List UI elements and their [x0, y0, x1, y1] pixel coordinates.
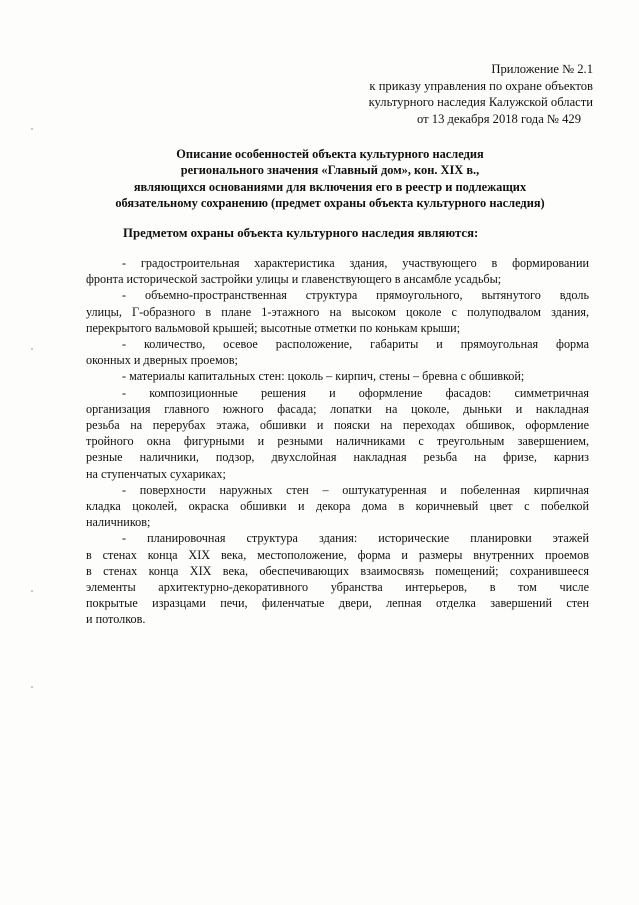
- document-title: [60, 146, 600, 212]
- appendix-number: Приложение № 2.1: [491, 62, 593, 76]
- body-line: фронта исторической застройки улицы и главенствующего в ансамбле усадьбы;: [86, 272, 502, 287]
- body-line: кладка цоколей, окраска обшивки и декора дома в коричневый цвет с побелкой: [86, 499, 589, 514]
- body-line: - композиционные решения и оформление фасадов: симметричная: [122, 385, 589, 400]
- title-line: являющихся основаниями для включения его в реестр и подлежащих: [133, 179, 527, 194]
- body-line: организация главного южного фасада; лопатки на цоколе, дыньки и накладная: [86, 401, 589, 416]
- body-line: на ступенчатых сухариках;: [86, 466, 226, 481]
- document-body: [86, 255, 589, 628]
- body-line: - объемно-пространственная структура прямоугольного, вытянутого вдоль: [122, 288, 589, 303]
- title-line: обязательному сохранению (предмет охраны объекта культурного наследия): [115, 196, 545, 211]
- appendix-order-ref: к приказу управления по охране объектов: [369, 78, 593, 93]
- appendix-date: от 13 декабря 2018 года № 429: [416, 111, 581, 126]
- body-line: наличников;: [86, 515, 151, 530]
- section-heading: Предметом охраны объекта культурного наследия являются:: [123, 226, 479, 240]
- scan-speck: [31, 686, 33, 688]
- scan-speck: [31, 128, 33, 130]
- body-line: - поверхности наружных стен – оштукатуренная и побеленная кирпичная: [122, 482, 589, 497]
- title-line: Описание особенностей объекта культурного наследия: [176, 147, 484, 161]
- body-line: в стенах конца XIX века, местоположение, форма и размеры внутренних проемов: [86, 547, 589, 562]
- body-line: - материалы капитальных стен: цоколь – кирпич, стены – бревна с обшивкой;: [122, 369, 525, 384]
- body-line: - количество, осевое расположение, габариты и прямоугольная форма: [122, 337, 589, 352]
- body-line: элементы архитектурно-декоративного убранства интерьеров, в том числе: [86, 580, 589, 595]
- body-line: - градостроительная характеристика здания, участвующего в формировании: [122, 256, 589, 270]
- body-line: перекрытого вальмовой крышей; высотные отметки по конькам крыши;: [86, 320, 461, 335]
- body-line: - планировочная структура здания: исторические планировки этажей: [122, 531, 589, 546]
- appendix-authority: культурного наследия Калужской области: [368, 95, 593, 110]
- body-line: тройного окна фигурными и резными наличниками с треугольным завершением,: [86, 434, 589, 449]
- body-line: резьба на перерубах этажа, обшивки и пояски на переходах обшивок, оформление: [86, 418, 589, 433]
- body-line: и потолков.: [86, 612, 146, 627]
- body-line: покрытые изразцами печи, филенчатые двери, лепная отделка завершений стен: [86, 596, 589, 611]
- scan-speck: [31, 590, 33, 592]
- title-line: регионального значения «Главный дом», кон. XIX в.,: [180, 163, 480, 178]
- body-line: улицы, Г-образного в плане 1-этажного на высоком цоколе с полуподвалом здания,: [86, 304, 589, 319]
- scan-speck: [31, 348, 33, 350]
- body-line: оконных и дверных проемов;: [86, 353, 238, 368]
- body-line: резные наличники, подзор, двухслойная накладная резьба на фризе, карниз: [86, 450, 589, 465]
- body-line: в стенах конца XIX века, обеспечивающих взаимосвязь помещений; сохранившееся: [86, 563, 589, 578]
- appendix-reference: [369, 61, 593, 127]
